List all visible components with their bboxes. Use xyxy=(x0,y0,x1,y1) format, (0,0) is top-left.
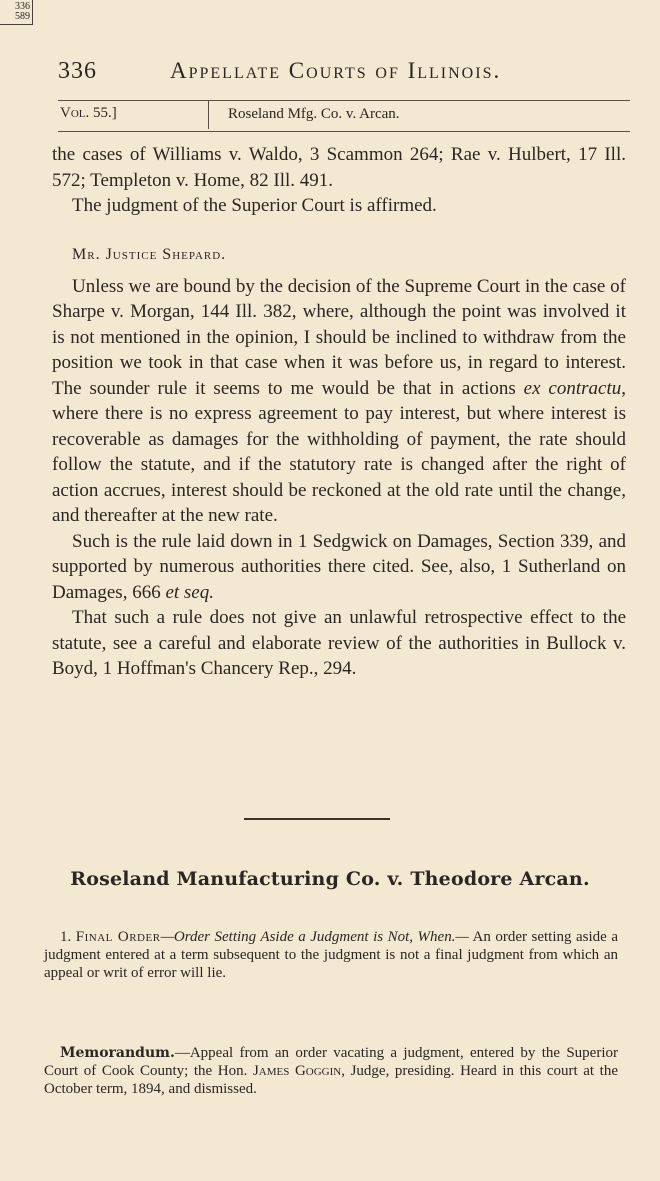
corner-line-1: 336 xyxy=(15,1,30,12)
running-title: Appellate Courts of Illinois. xyxy=(170,58,502,83)
shepard-opinion xyxy=(52,242,626,682)
opinion-paragraph-3: That such a rule does not give an unlawful retrospective effect to the statute, see a careful and elaborate review of the authorities in Bullock v. Boyd, 1 Hoffman's Chancery Rep., 294. xyxy=(52,607,626,679)
continued-opinion xyxy=(52,142,626,219)
memorandum-label: Memorandum. xyxy=(60,1045,175,1061)
headnote xyxy=(44,928,618,982)
page-number: 336 xyxy=(58,58,97,84)
memorandum-text: , Judge, presiding. Heard in this court at the October term, 1894, and dismissed. xyxy=(44,1063,618,1097)
affirmed-paragraph: The judgment of the Superior Court is affirmed. xyxy=(72,195,437,216)
volume-separator xyxy=(208,101,209,129)
section-divider xyxy=(244,818,390,820)
continued-paragraph: the cases of Williams v. Waldo, 3 Scammon 264; Rae v. Hulbert, 17 Ill. 572; Templeton v. Home, 82 Ill. 491. xyxy=(52,144,626,191)
opinion-paragraph-2 xyxy=(52,529,626,606)
headnote-topic: Final Order xyxy=(75,929,161,945)
headnote-subtopic: —Order Setting Aside a Judgment is Not, When.— xyxy=(160,929,469,945)
page-header xyxy=(58,58,638,88)
memorandum-text: —Appeal from an order vacating a judgment, entered by the Superior Court of Cook County; the Hon. xyxy=(44,1045,618,1079)
latin-phrase: et seq. xyxy=(165,581,214,603)
opinion-paragraph-1 xyxy=(52,274,626,529)
corner-page-marker xyxy=(0,0,33,25)
volume-label: Vol. 55.] xyxy=(60,105,117,121)
opinion-text: Unless we are bound by the decision of the Supreme Court in the case of Sharpe v. Morgan, 144 Ill. 382, where, although the point was involved it is not mentioned in the opinion, I should be inclined to withdraw from the position we took in that case when it was before us, in regard to interest. The sounder rule it seems to me would be that in actions xyxy=(52,275,626,399)
case-title: Roseland Manufacturing Co. v. Theodore Arcan. xyxy=(70,868,590,890)
memorandum-paragraph xyxy=(44,1044,618,1098)
headnote-number: 1. xyxy=(60,929,72,945)
opinion-text: Such is the rule laid down in 1 Sedgwick on Damages, Section 339, and supported by numerous authorities there cited. See, also, 1 Sutherland on Damages, 666 xyxy=(52,530,626,603)
volume-line xyxy=(58,100,630,132)
headnote-text: An order setting aside a judgment entered at a term subsequent to the judgment is not a final judgment from which an appeal or writ of error will lie. xyxy=(44,929,618,981)
judge-name: James Goggin xyxy=(252,1063,342,1079)
case-short-title: Roseland Mfg. Co. v. Arcan. xyxy=(228,106,400,122)
corner-line-2: 589 xyxy=(15,11,30,22)
headnote-paragraph xyxy=(44,928,618,982)
latin-phrase: ex contractu xyxy=(523,377,622,399)
justice-heading: Mr. Justice Shepard. xyxy=(72,246,227,263)
memorandum xyxy=(44,1044,618,1098)
opinion-text: , where there is no express agreement to pay interest, but where interest is recoverable as damages for the withholding of payment, the rate should follow the statute, and if the statutory rate is changed after the right of action accrues, interest should be reckoned at the old rate until the change, and thereafter at the new rate. xyxy=(52,377,627,526)
